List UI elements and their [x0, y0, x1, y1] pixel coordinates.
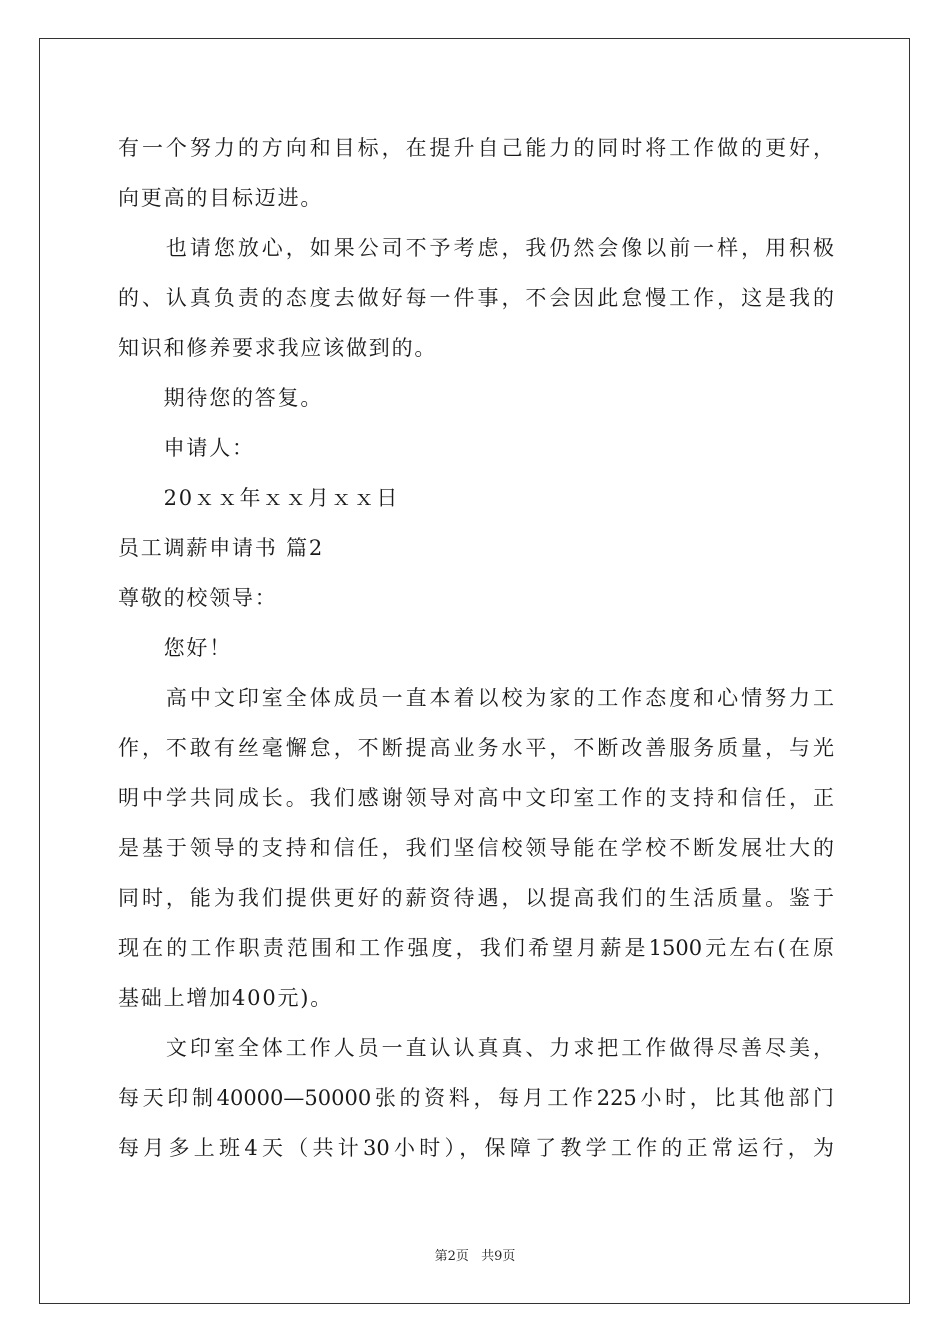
text-line: 作，不敢有丝毫懈怠，不断提高业务水平，不断改善服务质量，与光 — [118, 736, 834, 760]
text-line: 有一个努力的方向和目标，在提升自己能力的同时将工作做的更好， — [118, 136, 834, 160]
page-border — [39, 38, 910, 1304]
text-line: 是基于领导的支持和信任，我们坚信校领导能在学校不断发展壮大的 — [118, 836, 834, 860]
text-line: 申请人： — [118, 436, 255, 460]
page-footer — [0, 1248, 950, 1266]
section-heading: 员工调薪申请书 篇2 — [118, 536, 325, 560]
text-line: 现在的工作职责范围和工作强度，我们希望月薪是1500元左右(在原 — [118, 936, 834, 960]
date-line: 20ｘｘ年ｘｘ月ｘｘ日 — [118, 486, 400, 510]
text-line: 每月多上班4天（共计30小时），保障了教学工作的正常运行，为 — [118, 1136, 834, 1160]
text-line: 也请您放心，如果公司不予考虑，我仍然会像以前一样，用积极 — [118, 236, 834, 260]
greeting: 您好！ — [118, 636, 232, 660]
text-line: 文印室全体工作人员一直认认真真、力求把工作做得尽善尽美， — [118, 1036, 834, 1060]
text-line: 明中学共同成长。我们感谢领导对高中文印室工作的支持和信任，正 — [118, 786, 834, 810]
text-line: 同时，能为我们提供更好的薪资待遇，以提高我们的生活质量。鉴于 — [118, 886, 834, 910]
text-line: 知识和修养要求我应该做到的。 — [118, 336, 438, 360]
text-line: 的、认真负责的态度去做好每一件事，不会因此怠慢工作，这是我的 — [118, 286, 834, 310]
page-total: 共9页 — [481, 1249, 516, 1264]
text-line: 每天印制40000—50000张的资料，每月工作225小时，比其他部门 — [118, 1086, 834, 1110]
text-line: 基础上增加400元)。 — [118, 986, 334, 1010]
text-line: 高中文印室全体成员一直本着以校为家的工作态度和心情努力工 — [118, 686, 834, 710]
text-line: 期待您的答复。 — [118, 386, 324, 410]
text-line: 向更高的目标迈进。 — [118, 186, 324, 210]
page-number: 第2页 — [434, 1249, 469, 1264]
salutation: 尊敬的校领导： — [118, 586, 278, 610]
